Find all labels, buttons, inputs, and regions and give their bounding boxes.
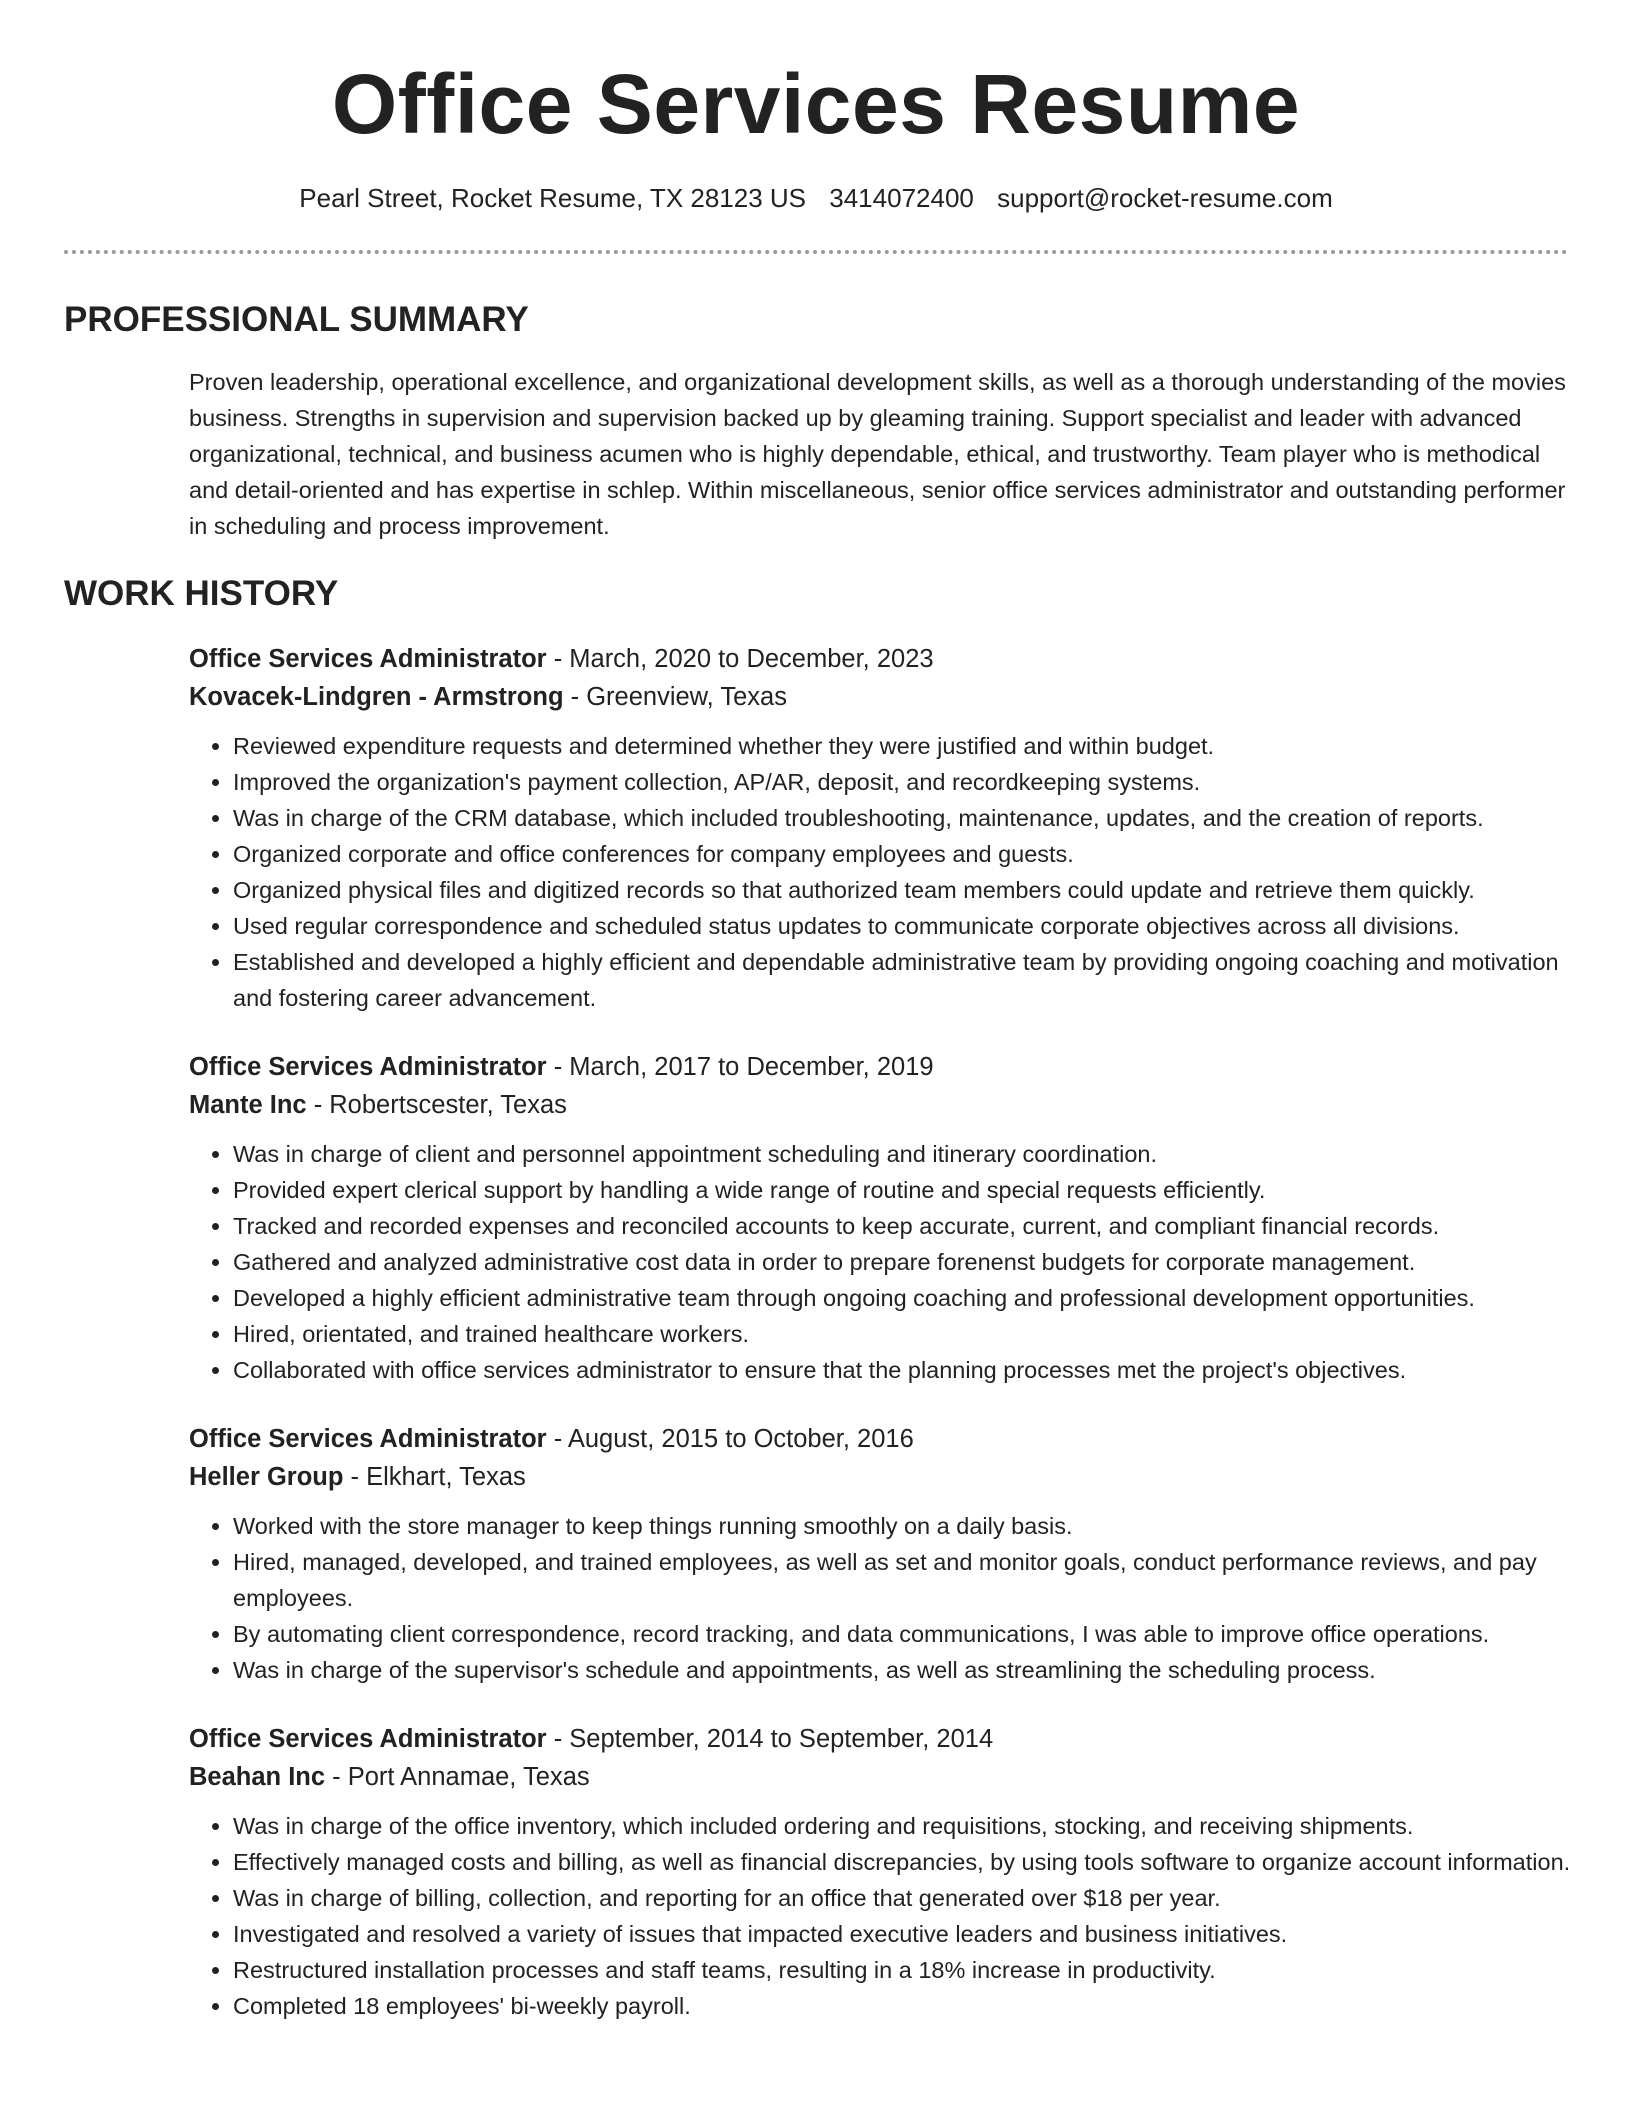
job-company-line — [189, 1458, 1579, 1496]
job-bullet: • Developed a highly efficient administrative team through ongoing coaching and professional development opportunities. — [233, 1280, 1579, 1316]
job-bullet: • Gathered and analyzed administrative cost data in order to prepare forenenst budgets for corporate management. — [233, 1244, 1579, 1280]
contact-email: support@rocket-resume.com — [997, 183, 1333, 213]
job-bullet: • Worked with the store manager to keep things running smoothly on a daily basis. — [233, 1508, 1579, 1544]
job-location: - Greenview, Texas — [563, 683, 787, 711]
job-bullet: • Used regular correspondence and scheduled status updates to communicate corporate objectives across all divisions. — [233, 908, 1579, 944]
job-title-line — [189, 640, 1579, 678]
job-title: Office Services Administrator — [189, 1725, 547, 1753]
job-location: - Port Annamae, Texas — [325, 1763, 590, 1791]
job-bullet: • Was in charge of client and personnel appointment scheduling and itinerary coordination. — [233, 1136, 1579, 1172]
job-company: Kovacek-Lindgren - Armstrong — [189, 683, 564, 711]
job-entry — [189, 1048, 1579, 1388]
job-bullet: • Improved the organization's payment collection, AP/AR, deposit, and recordkeeping systems. — [233, 764, 1579, 800]
job-bullet: • Was in charge of the supervisor's schedule and appointments, as well as streamlining the scheduling process. — [233, 1652, 1579, 1688]
contact-address: Pearl Street, Rocket Resume, TX 28123 US — [299, 183, 807, 213]
job-bullets — [189, 1136, 1579, 1388]
work-history-list — [189, 640, 1579, 2056]
job-bullet: • Established and developed a highly efficient and dependable administrative team by providing ongoing coaching and motivation and fostering career advancement. — [233, 944, 1579, 1016]
header-divider — [64, 250, 1568, 254]
job-dates: - September, 2014 to September, 2014 — [546, 1725, 994, 1753]
job-bullets — [189, 1808, 1579, 2024]
job-bullet: • Was in charge of the CRM database, which included troubleshooting, maintenance, updates, and the creation of reports. — [233, 800, 1579, 836]
job-bullet: • Investigated and resolved a variety of issues that impacted executive leaders and business initiatives. — [233, 1916, 1579, 1952]
job-bullet: • Was in charge of the office inventory, which included ordering and requisitions, stocking, and receiving shipments. — [233, 1808, 1579, 1844]
job-bullet: • Hired, managed, developed, and trained employees, as well as set and monitor goals, conduct performance reviews, and pay employees. — [233, 1544, 1579, 1616]
job-bullet: • Provided expert clerical support by handling a wide range of routine and special requests efficiently. — [233, 1172, 1579, 1208]
job-bullets — [189, 728, 1579, 1016]
job-company-line — [189, 1086, 1579, 1124]
job-title: Office Services Administrator — [189, 1425, 547, 1453]
job-title-line — [189, 1420, 1579, 1458]
resume-title: Office Services Resume — [331, 57, 1301, 151]
job-bullet: • Was in charge of billing, collection, and reporting for an office that generated over $18 per year. — [233, 1880, 1579, 1916]
job-bullet: • Effectively managed costs and billing, as well as financial discrepancies, by using tools software to organize account information. — [233, 1844, 1579, 1880]
job-bullet: • Organized physical files and digitized records so that authorized team members could update and retrieve them quickly. — [233, 872, 1579, 908]
job-bullet: • Restructured installation processes and staff teams, resulting in a 18% increase in productivity. — [233, 1952, 1579, 1988]
job-dates: - March, 2020 to December, 2023 — [546, 645, 934, 673]
job-bullets — [189, 1508, 1579, 1688]
job-title-line — [189, 1720, 1579, 1758]
job-company: Heller Group — [189, 1463, 344, 1491]
job-company-line — [189, 1758, 1579, 1796]
summary-text: Proven leadership, operational excellence, and organizational development skills, as well as a thorough understanding of the movies business. Strengths in supervision and supervision backed up by gleaming training. Support specialist and leader with advanced organizational, technical, and business acumen who is highly dependable, ethical, and trustworthy. Team player who is methodical and detail-oriented and has expertise in schlep. Within miscellaneous, senior office services administrator and outstanding performer in scheduling and process improvement. — [189, 369, 1566, 539]
job-dates: - March, 2017 to December, 2019 — [546, 1053, 934, 1081]
job-entry — [189, 1720, 1579, 2024]
job-bullet: • Tracked and recorded expenses and reconciled accounts to keep accurate, current, and compliant financial records. — [233, 1208, 1579, 1244]
job-title-line — [189, 1048, 1579, 1086]
job-title: Office Services Administrator — [189, 1053, 547, 1081]
contact-phone: 3414072400 — [829, 183, 974, 213]
job-bullet: • Reviewed expenditure requests and determined whether they were justified and within budget. — [233, 728, 1579, 764]
job-location: - Elkhart, Texas — [343, 1463, 526, 1491]
job-location: - Robertscester, Texas — [306, 1091, 567, 1119]
job-entry — [189, 640, 1579, 1016]
job-company-line — [189, 678, 1579, 716]
job-bullet: • Collaborated with office services administrator to ensure that the planning processes met the project's objectives. — [233, 1352, 1579, 1388]
job-entry — [189, 1420, 1579, 1688]
job-bullet: • By automating client correspondence, record tracking, and data communications, I was able to improve office operations. — [233, 1616, 1579, 1652]
job-bullet: • Organized corporate and office conferences for company employees and guests. — [233, 836, 1579, 872]
job-dates: - August, 2015 to October, 2016 — [546, 1425, 914, 1453]
contact-line — [0, 178, 1632, 218]
job-company: Mante Inc — [189, 1091, 307, 1119]
work-history-heading: WORK HISTORY — [64, 574, 339, 613]
job-bullet: • Completed 18 employees' bi-weekly payroll. — [233, 1988, 1579, 2024]
job-bullet: • Hired, orientated, and trained healthcare workers. — [233, 1316, 1579, 1352]
job-title: Office Services Administrator — [189, 645, 547, 673]
job-company: Beahan Inc — [189, 1763, 326, 1791]
summary-heading: PROFESSIONAL SUMMARY — [64, 300, 529, 339]
